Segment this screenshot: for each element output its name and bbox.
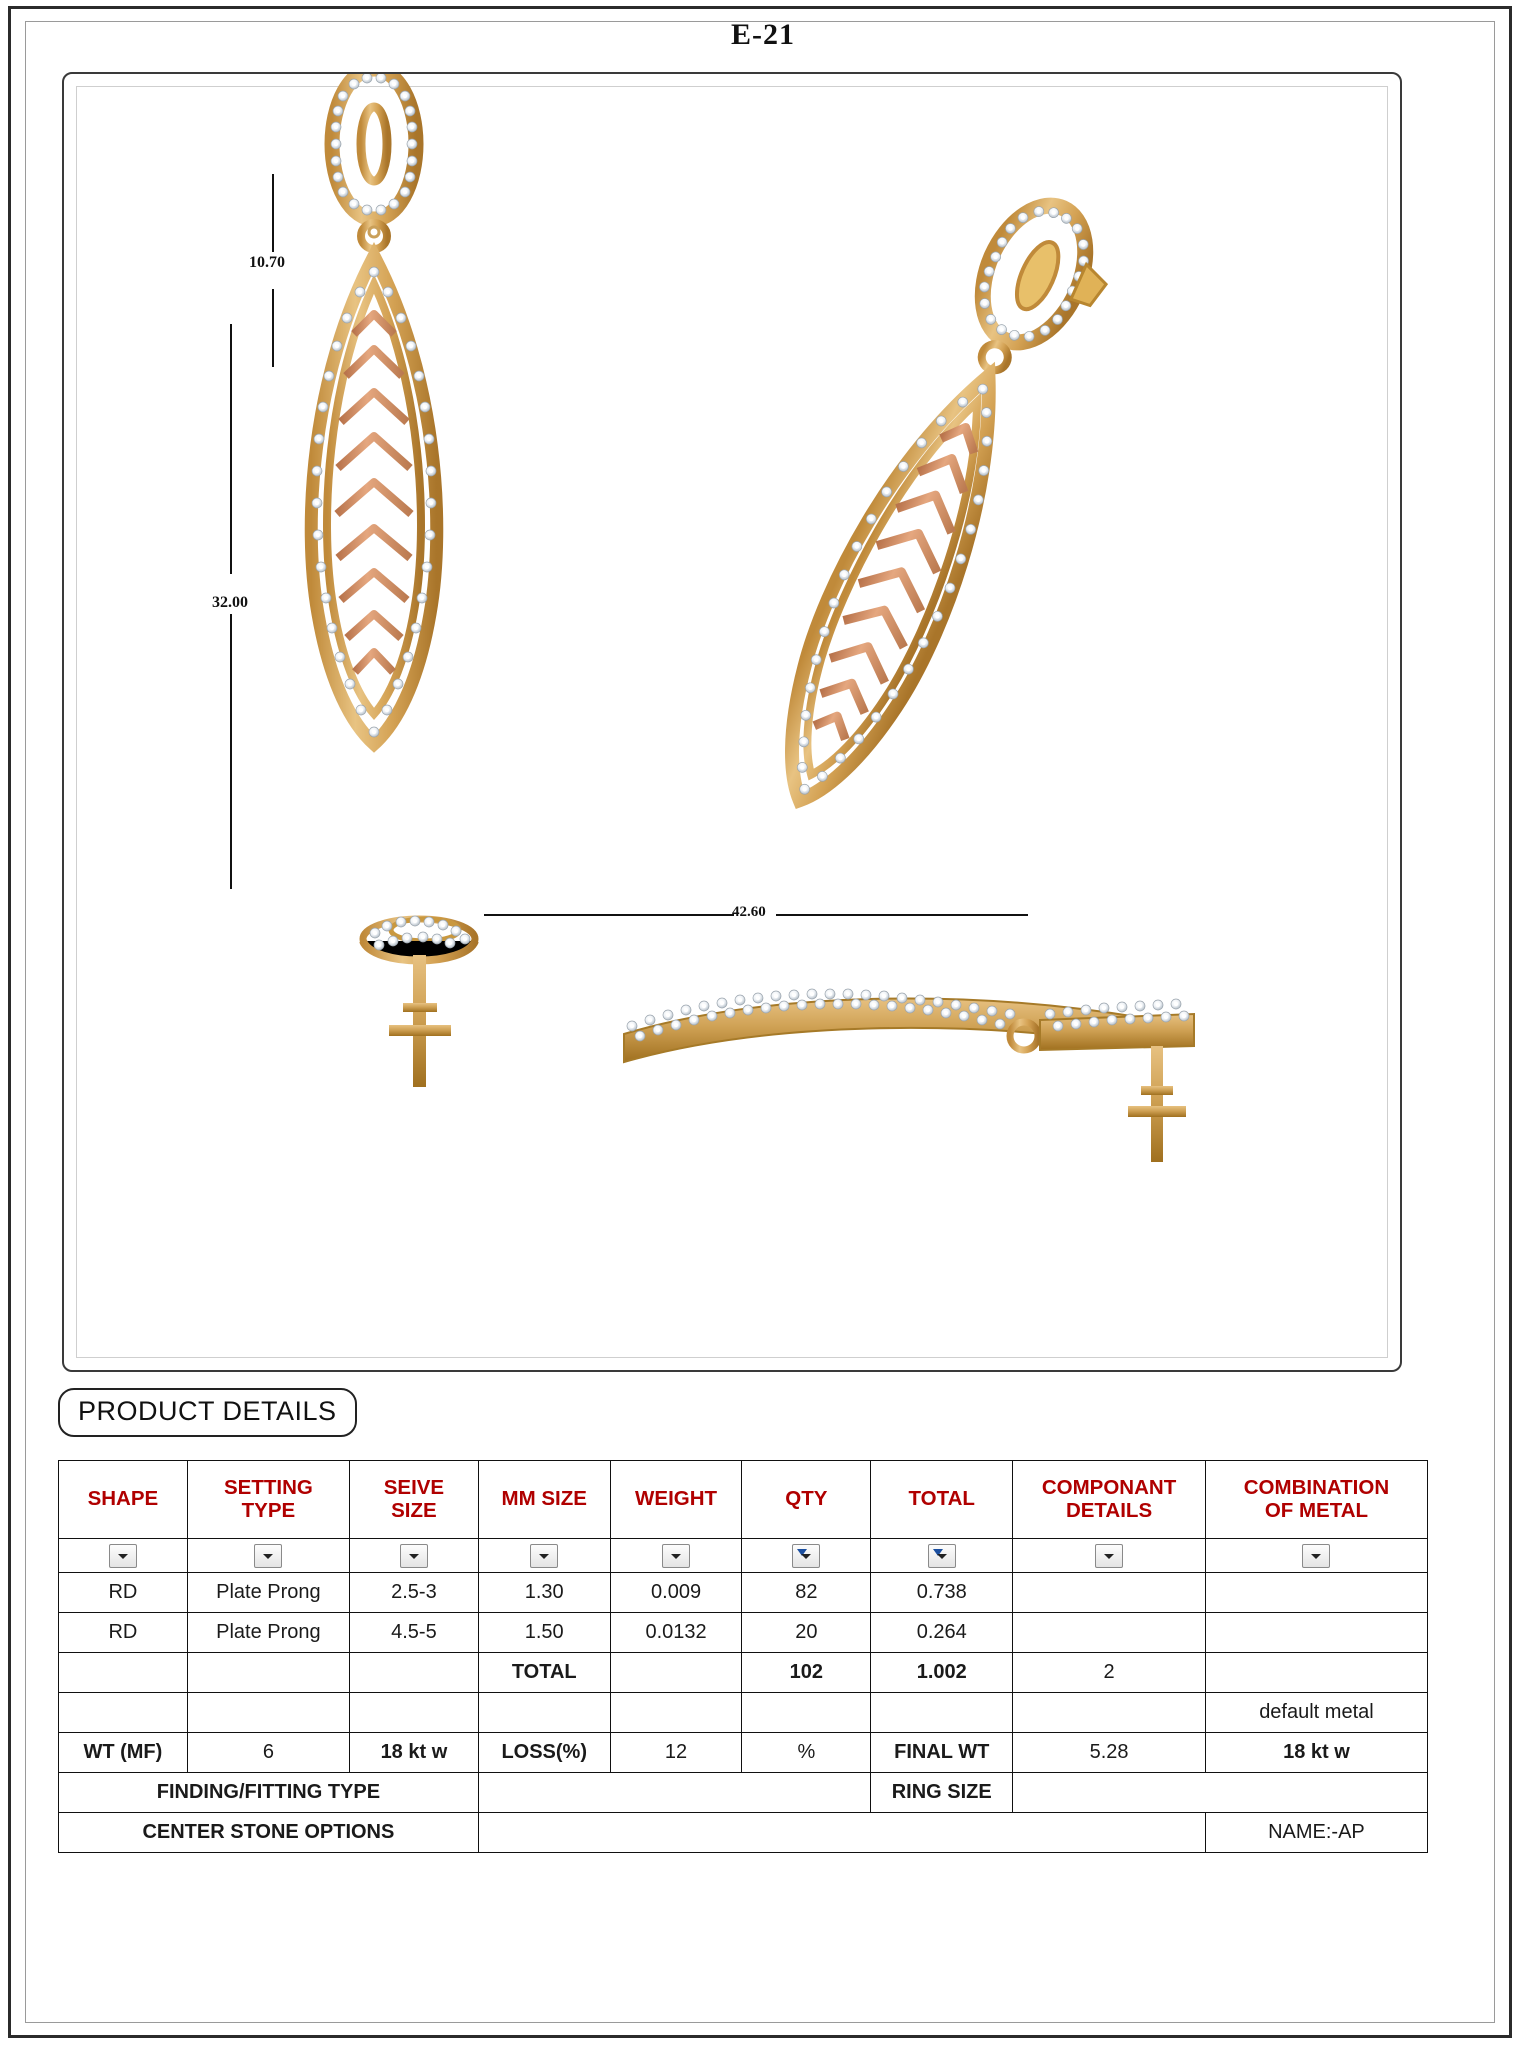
- dm-blank-8: [1013, 1693, 1206, 1733]
- filter-shape-icon[interactable]: [109, 1544, 137, 1568]
- header-componant-details-l2: DETAILS: [1065, 1498, 1153, 1522]
- header-qty-l1: QTY: [785, 1487, 828, 1511]
- header-componant-details-l1: COMPONANT: [1041, 1475, 1177, 1499]
- dm-blank-4: [478, 1693, 610, 1733]
- header-shape-l1: SHAPE: [87, 1487, 159, 1511]
- filter-cell-shape[interactable]: [59, 1539, 188, 1573]
- header-total: [871, 1461, 1013, 1539]
- table-finding-row: [59, 1773, 1428, 1813]
- total-qty: 102: [742, 1653, 871, 1693]
- dm-blank-5: [610, 1693, 742, 1733]
- final-metal: 18 kt w: [1205, 1733, 1427, 1773]
- cell-combination-of-metal: [1205, 1573, 1427, 1613]
- filter-qty-icon[interactable]: [792, 1544, 820, 1568]
- stud-side-view: [363, 916, 475, 1087]
- filter-cell-setting-type[interactable]: [187, 1539, 349, 1573]
- product-details-banner: PRODUCT DETAILS: [58, 1388, 357, 1437]
- dim-line-42-60-right: [776, 914, 1028, 916]
- filter-total-icon[interactable]: [928, 1544, 956, 1568]
- dim-line-32-00-b: [230, 614, 232, 889]
- header-mm-size-l1: MM SIZE: [501, 1487, 587, 1511]
- cell-total: 0.264: [871, 1613, 1013, 1653]
- table-default-metal-row: [59, 1693, 1428, 1733]
- percent-symbol: %: [742, 1733, 871, 1773]
- cell-setting-type: Plate Prong: [187, 1613, 349, 1653]
- bail-oval: [331, 74, 417, 219]
- cell-qty: 82: [742, 1573, 871, 1613]
- table-row: [59, 1573, 1428, 1613]
- finding-fitting-label: FINDING/FITTING TYPE: [59, 1773, 479, 1813]
- final-wt-label: FINAL WT: [871, 1733, 1013, 1773]
- dim-line-10-70-b: [272, 289, 274, 367]
- header-weight: [610, 1461, 742, 1539]
- pair-top-view: [624, 989, 1194, 1162]
- header-setting-type-l2: TYPE: [241, 1498, 296, 1522]
- bail-oval-angled: [962, 189, 1127, 368]
- dm-blank-3: [350, 1693, 479, 1733]
- total-label: TOTAL: [478, 1653, 610, 1693]
- table-row: [59, 1613, 1428, 1653]
- total-blank-setting: [187, 1653, 349, 1693]
- dm-blank-1: [59, 1693, 188, 1733]
- filter-setting-type-icon[interactable]: [254, 1544, 282, 1568]
- cell-componant-details: [1013, 1573, 1206, 1613]
- earring-angled-view: [749, 185, 1128, 828]
- filter-cell-total[interactable]: [871, 1539, 1013, 1573]
- cell-shape: RD: [59, 1613, 188, 1653]
- wt-mf-value: 6: [187, 1733, 349, 1773]
- total-blank-weight: [610, 1653, 742, 1693]
- dim-label-10-70: 10.70: [249, 254, 285, 271]
- table-wt-row: [59, 1733, 1428, 1773]
- cell-shape: RD: [59, 1573, 188, 1613]
- table-header-row: [59, 1461, 1428, 1539]
- header-seive-size: [350, 1461, 479, 1539]
- dm-blank-7: [871, 1693, 1013, 1733]
- cell-componant-details: [1013, 1613, 1206, 1653]
- wt-metal: 18 kt w: [350, 1733, 479, 1773]
- finding-fitting-value[interactable]: [478, 1773, 870, 1813]
- cell-seive-size: 4.5-5: [350, 1613, 479, 1653]
- header-seive-size-l1: SEIVE: [383, 1475, 445, 1499]
- marquise-drop: [311, 256, 437, 744]
- total-total: 1.002: [871, 1653, 1013, 1693]
- header-combination-l1: COMBINATION: [1243, 1475, 1390, 1499]
- header-combination-l2: OF METAL: [1264, 1498, 1369, 1522]
- cell-combination-of-metal: [1205, 1613, 1427, 1653]
- dm-blank-6: [742, 1693, 871, 1733]
- filter-weight-icon[interactable]: [662, 1544, 690, 1568]
- table-center-stone-row: [59, 1813, 1428, 1853]
- cell-total: 0.738: [871, 1573, 1013, 1613]
- table-total-row: [59, 1653, 1428, 1693]
- header-weight-l1: WEIGHT: [635, 1487, 718, 1511]
- table-filter-row: [59, 1539, 1428, 1573]
- header-seive-size-l2: SIZE: [391, 1498, 437, 1522]
- header-qty: [742, 1461, 871, 1539]
- filter-mm-size-icon[interactable]: [530, 1544, 558, 1568]
- center-stone-value[interactable]: [478, 1813, 1205, 1853]
- header-setting-type: [187, 1461, 349, 1539]
- marquise-drop-angled: [749, 354, 1040, 823]
- dm-blank-2: [187, 1693, 349, 1733]
- dim-label-32-00: 32.00: [212, 594, 248, 611]
- cell-qty: 20: [742, 1613, 871, 1653]
- dim-line-10-70: [272, 174, 274, 252]
- name-field: NAME:-AP: [1205, 1813, 1427, 1853]
- cell-setting-type: Plate Prong: [187, 1573, 349, 1613]
- jewelry-render-area: [64, 74, 1400, 1370]
- cell-weight: 0.0132: [610, 1613, 742, 1653]
- cell-mm-size: 1.50: [478, 1613, 610, 1653]
- product-image-panel: [62, 72, 1402, 1372]
- filter-combination-of-metal-icon[interactable]: [1302, 1544, 1330, 1568]
- dim-line-32-00: [230, 324, 232, 574]
- filter-componant-details-icon[interactable]: [1095, 1544, 1123, 1568]
- total-blank-combination: [1205, 1653, 1427, 1693]
- page-title: E-21: [731, 18, 795, 51]
- wt-mf-label: WT (MF): [59, 1733, 188, 1773]
- filter-seive-size-icon[interactable]: [400, 1544, 428, 1568]
- cell-weight: 0.009: [610, 1573, 742, 1613]
- filter-cell-componant-details[interactable]: [1013, 1539, 1206, 1573]
- filter-cell-combination-of-metal[interactable]: [1205, 1539, 1427, 1573]
- dim-line-42-60-left: [484, 914, 734, 916]
- filter-cell-qty[interactable]: [742, 1539, 871, 1573]
- header-combination-of-metal: [1205, 1461, 1427, 1539]
- dim-label-42-60: 42.60: [732, 904, 766, 920]
- ring-size-value[interactable]: [1013, 1773, 1428, 1813]
- header-total-l1: TOTAL: [908, 1487, 975, 1511]
- loss-value: 12: [610, 1733, 742, 1773]
- filter-cell-seive-size[interactable]: [350, 1539, 479, 1573]
- product-details-table: [58, 1460, 1428, 1853]
- total-blank-shape: [59, 1653, 188, 1693]
- total-componant-details: 2: [1013, 1653, 1206, 1693]
- ring-size-label: RING SIZE: [871, 1773, 1013, 1813]
- filter-cell-mm-size[interactable]: [478, 1539, 610, 1573]
- earring-front-view: [311, 74, 437, 744]
- loss-label: LOSS(%): [478, 1733, 610, 1773]
- center-stone-label: CENTER STONE OPTIONS: [59, 1813, 479, 1853]
- header-shape: [59, 1461, 188, 1539]
- cell-mm-size: 1.30: [478, 1573, 610, 1613]
- default-metal-value: default metal: [1205, 1693, 1427, 1733]
- header-mm-size: [478, 1461, 610, 1539]
- total-blank-seive: [350, 1653, 479, 1693]
- filter-cell-weight[interactable]: [610, 1539, 742, 1573]
- header-componant-details: [1013, 1461, 1206, 1539]
- header-setting-type-l1: SETTING: [223, 1475, 313, 1499]
- final-wt-value: 5.28: [1013, 1733, 1206, 1773]
- cell-seive-size: 2.5-3: [350, 1573, 479, 1613]
